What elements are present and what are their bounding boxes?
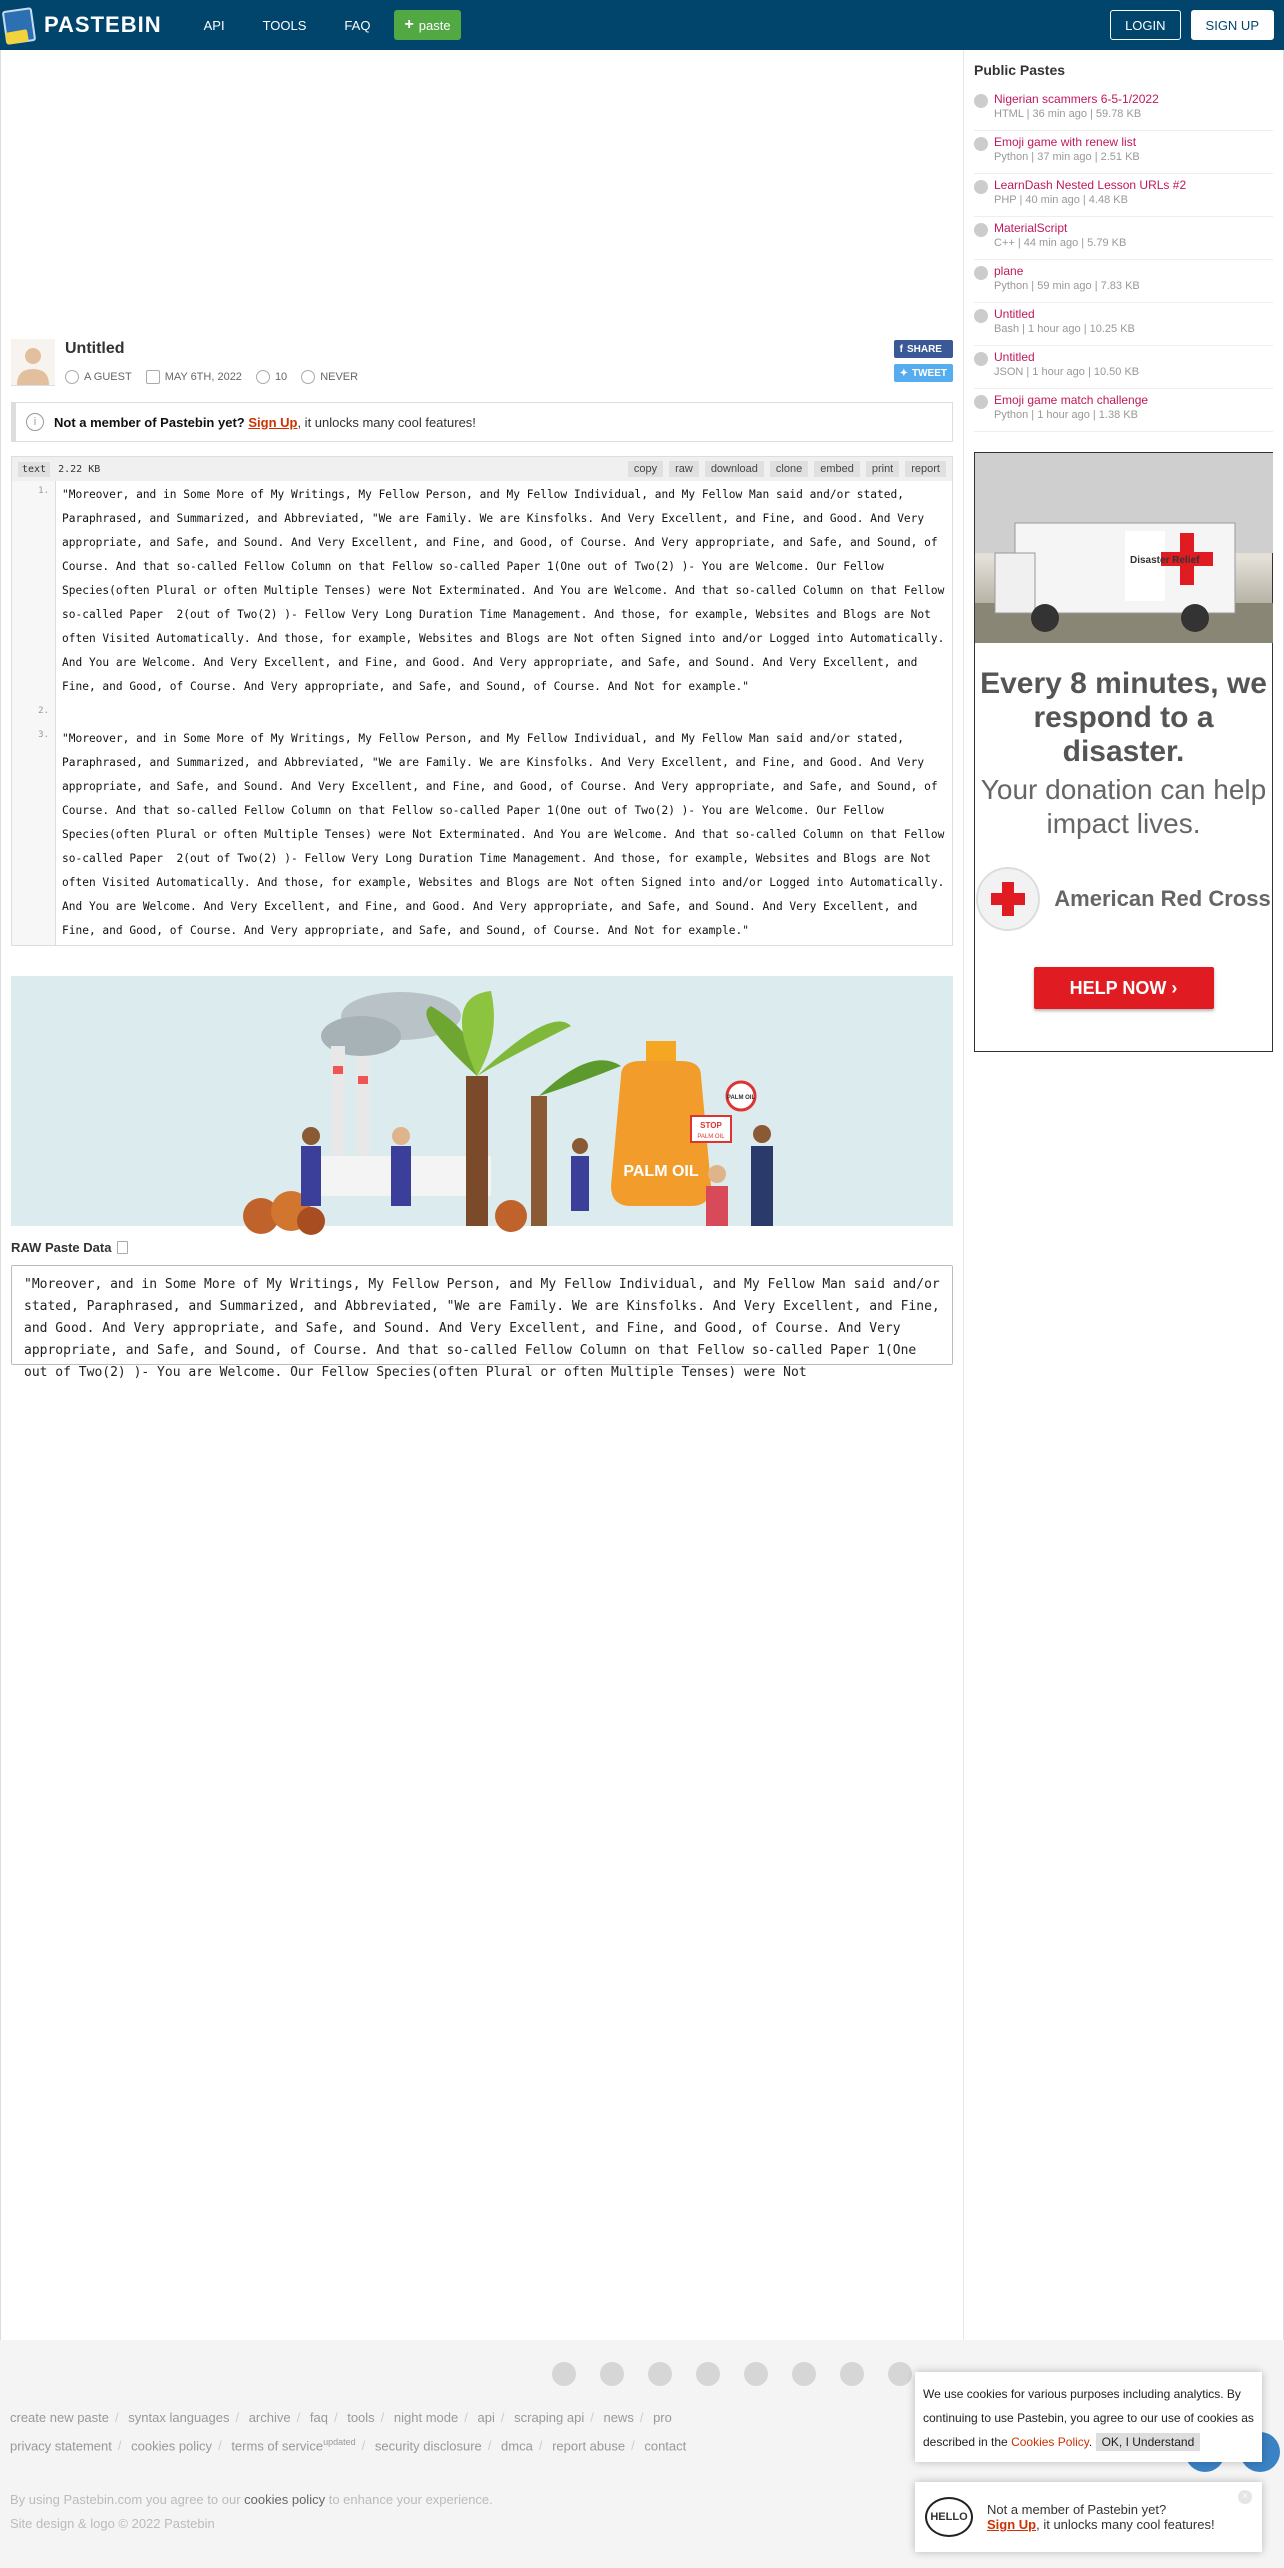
- paste-views: 10: [274, 371, 288, 383]
- macos-icon[interactable]: [792, 2362, 816, 2386]
- footer-links: create new paste / syntax languages / archive / faq / tools / night mode / api / scraping api / news / pro privacy statement / cookies policy / terms of service$^{updated}$ / security disclosure / dmca / report abuse / contact: [10, 2410, 687, 2454]
- paste-date: MAY 6TH, 2022: [164, 371, 242, 383]
- red-cross-icon: [991, 882, 1025, 916]
- public-pastes-title: Public Pastes: [974, 62, 1066, 78]
- login-button[interactable]: LOGIN: [1110, 10, 1180, 40]
- raw-paste-label: [11, 1240, 953, 1255]
- member-popup-lead: Not a member of Pastebin yet?: [987, 2502, 1167, 2517]
- footer-link[interactable]: terms of service: [231, 2438, 324, 2454]
- footer-link[interactable]: tools: [347, 2410, 375, 2425]
- member-popup-signup-link[interactable]: Sign Up: [987, 2517, 1037, 2532]
- public-paste-name[interactable]: plane: [994, 264, 1024, 278]
- footer-link[interactable]: syntax languages: [128, 2410, 230, 2425]
- globe-icon: [974, 395, 988, 409]
- ios-icon[interactable]: [648, 2362, 672, 2386]
- svg-text:STOP: STOP: [700, 1121, 722, 1130]
- logo-icon: [2, 5, 38, 45]
- public-paste-meta: Python | 1 hour ago | 1.38 KB: [994, 409, 1138, 421]
- paste-title: Untitled: [65, 340, 125, 357]
- public-paste-item[interactable]: [974, 88, 1273, 131]
- code-line: [12, 701, 952, 725]
- globe-icon: [974, 137, 988, 151]
- cookie-ok-button[interactable]: OK, I Understand: [1096, 2433, 1201, 2451]
- public-paste-meta: PHP | 40 min ago | 4.48 KB: [994, 194, 1128, 206]
- footer-link[interactable]: news: [603, 2410, 634, 2425]
- footer-link[interactable]: faq: [309, 2410, 328, 2425]
- footer-link[interactable]: night mode: [393, 2410, 459, 2425]
- public-paste-name[interactable]: Untitled: [994, 350, 1035, 364]
- line-number: 3.: [12, 725, 56, 945]
- legal-pre: By using Pastebin.com you agree to our: [10, 2492, 241, 2508]
- new-paste-label: paste: [418, 17, 451, 33]
- globe-icon: [974, 223, 988, 237]
- download-button[interactable]: download: [705, 461, 764, 477]
- info-icon: i: [26, 413, 44, 431]
- public-paste-item[interactable]: [974, 260, 1273, 303]
- cookie-text: We use cookies for various purposes including analytics. By continuing to use Pastebin, you agree to our use of cookies as described in the: [923, 2387, 1254, 2449]
- sidebar: [963, 50, 1283, 2340]
- syntax-badge[interactable]: text: [18, 462, 50, 477]
- palm-oil-illustration: [11, 976, 953, 1226]
- main-content: [1, 50, 963, 2340]
- cookie-consent-popup: We use cookies for various purposes including analytics. By continuing to use Pastebin, you agree to our use of cookies as described in the Cookies Policy. OK, I Understand: [915, 2372, 1262, 2462]
- svg-text:PALM OIL: PALM OIL: [623, 1163, 699, 1180]
- public-paste-item[interactable]: [974, 303, 1273, 346]
- footer-link[interactable]: archive: [248, 2410, 291, 2425]
- close-icon[interactable]: ×: [1238, 2490, 1252, 2504]
- line-number: 1.: [12, 481, 56, 701]
- user-icon: [65, 370, 79, 384]
- guest-avatar-icon: [11, 339, 55, 385]
- public-paste-name[interactable]: MaterialScript: [994, 221, 1068, 235]
- public-paste-meta: Bash | 1 hour ago | 10.25 KB: [994, 323, 1135, 335]
- member-popup-rest: , it unlocks many cool features!: [1036, 2517, 1215, 2532]
- print-button[interactable]: print: [866, 461, 899, 477]
- logo-text: PASTEBIN: [44, 12, 162, 37]
- paste-info: [11, 340, 953, 392]
- new-paste-button[interactable]: [394, 10, 460, 40]
- globe-icon: [974, 309, 988, 323]
- notice-rest: , it unlocks many cool features!: [297, 414, 476, 430]
- notice-signup-link[interactable]: Sign Up: [248, 414, 298, 430]
- public-paste-item[interactable]: [974, 174, 1273, 217]
- public-paste-name[interactable]: Nigerian scammers 6-5-1/2022: [994, 92, 1159, 106]
- top-header: [0, 0, 1284, 50]
- copyright: Site design & logo © 2022 Pastebin: [10, 2516, 215, 2532]
- code-box: [11, 456, 953, 946]
- windows-icon[interactable]: [696, 2362, 720, 2386]
- hello-bubble-icon: HELLO: [925, 2497, 973, 2537]
- nav-api[interactable]: API: [203, 17, 225, 33]
- red-cross-logo: [975, 867, 1272, 931]
- public-paste-item[interactable]: [974, 217, 1273, 260]
- public-paste-meta: C++ | 44 min ago | 5.79 KB: [994, 237, 1127, 249]
- public-paste-meta: JSON | 1 hour ago | 10.50 KB: [994, 366, 1140, 378]
- twitter-share-button[interactable]: [894, 364, 953, 382]
- share-label: SHARE: [906, 343, 942, 355]
- pastebin-logo[interactable]: [0, 0, 162, 50]
- paste-meta: [65, 370, 358, 384]
- copy-button[interactable]: copy: [628, 461, 663, 477]
- public-paste-meta: HTML | 36 min ago | 59.78 KB: [994, 108, 1142, 120]
- facebook-icon: f: [899, 343, 903, 355]
- ad-headline: Every 8 minutes, we respond to a disaster.: [980, 667, 1267, 768]
- line-number: 2.: [12, 701, 56, 725]
- member-popup: [915, 2482, 1262, 2552]
- updated-label: updated: [323, 2437, 356, 2447]
- footer-link[interactable]: create new paste: [10, 2410, 110, 2425]
- cookies-policy-popup-link[interactable]: Cookies Policy: [1011, 2435, 1089, 2449]
- code-line: [12, 481, 952, 701]
- footer-link[interactable]: cookies policy: [131, 2438, 213, 2454]
- raw-label-text: RAW Paste Data: [11, 1240, 112, 1255]
- linux-icon[interactable]: [888, 2362, 912, 2386]
- ambulance-photo: [975, 453, 1272, 643]
- footer-link[interactable]: security disclosure: [374, 2438, 482, 2454]
- svg-text:PALM OIL: PALM OIL: [697, 1134, 725, 1140]
- facebook-share-button[interactable]: [894, 340, 953, 358]
- raw-paste-textarea[interactable]: "Moreover, and in Some More of My Writings, My Fellow Person, and My Fellow Individual, and My Fellow Man said and/or stated, Paraphrased, and Summarized, and Abbreviated, "We are Family. We are Kinsfolks. And Very Excellent, and Fine, and Good. And Very appropriate, and Safe, and Sound. And Very Excellent, and Fine, and Good, of Course. And Very appropriate, and Safe, and Sound, of Course. And that so-called Fellow Column on that Fellow so-called Paper 1(One out of Two(2) )- You are Welcome. Our Fellow Species(often Plural or often Multiple Tenses) were Not: [11, 1265, 953, 1365]
- public-paste-item[interactable]: [974, 389, 1273, 432]
- code-line: [12, 725, 952, 945]
- line-content: "Moreover, and in Some More of My Writings, My Fellow Person, and My Fellow Individual, and My Fellow Man said and/or stated, Paraphrased, and Summarized, and Abbreviated, "We are Family. We are Kinsfolks. And Very Excellent, and Fine, and Good. And Very appropriate, and Safe, and Sound. And Very Excellent, and Fine, and Good, of Course. And Very appropriate, and Safe, and Sound, of Course. And that so-called Fellow Column on that Fellow so-called Paper 1(One out of Two(2) )- You are Welcome. Our Fellow Species(often Plural or often Multiple Tenses) were Not Exterminated. And You are Welcome. And that so-called Column on that Fellow so-called Paper 2(out of Two(2) )- Fellow Very Long Duration Time Management. And those, for example, Websites and Blogs are Not often Visited Automatically. And those, for example, Websites and Blogs are Not often Signed into and/or Logged into Automatically. And You are Welcome. And Very Excellent, and Fine, and Good. And Very appropriate, and Safe, and Sound. And Very Excellent, and Fine, and Good, of Course. And Very appropriate, and Safe, and Sound, of Course. And Not for example.": [62, 732, 952, 937]
- nav-tools[interactable]: TOOLS: [262, 17, 307, 33]
- public-paste-name[interactable]: Emoji game with renew list: [994, 135, 1137, 149]
- avatar: [11, 340, 55, 386]
- opera-icon[interactable]: [840, 2362, 864, 2386]
- public-pastes-list: [974, 88, 1273, 432]
- code-lines: [12, 481, 952, 945]
- tweet-label: TWEET: [912, 367, 947, 379]
- public-paste-meta: Python | 59 min ago | 7.83 KB: [994, 280, 1140, 292]
- raw-button[interactable]: raw: [669, 461, 699, 477]
- public-paste-name[interactable]: LearnDash Nested Lesson URLs #2: [994, 178, 1187, 192]
- clock-icon: [301, 370, 315, 384]
- footer-link[interactable]: privacy statement: [10, 2438, 112, 2454]
- paste-author[interactable]: A GUEST: [84, 371, 132, 383]
- firefox-icon[interactable]: [600, 2362, 624, 2386]
- red-cross-ad[interactable]: [974, 452, 1273, 1052]
- footer-link[interactable]: pro: [653, 2410, 672, 2425]
- top-ad-space: [11, 50, 953, 340]
- nav-faq[interactable]: FAQ: [344, 17, 371, 33]
- clone-button[interactable]: clone: [770, 461, 808, 477]
- ad-subline: Your donation can help impact lives.: [980, 774, 1267, 839]
- calendar-icon: [146, 370, 160, 384]
- globe-icon: [974, 266, 988, 280]
- line-content: [56, 701, 952, 725]
- footer-link[interactable]: scraping api: [514, 2410, 585, 2425]
- legal-post: to enhance your experience.: [328, 2492, 493, 2508]
- red-cross-name: American Red Cross: [1054, 886, 1271, 911]
- svg-text:PALM OIL: PALM OIL: [726, 1095, 756, 1101]
- help-now-button[interactable]: HELP NOW ›: [1034, 967, 1214, 1009]
- android-icon[interactable]: [744, 2362, 768, 2386]
- globe-icon: [974, 352, 988, 366]
- public-paste-name[interactable]: Untitled: [994, 307, 1035, 321]
- footer-link[interactable]: contact: [644, 2438, 687, 2454]
- globe-icon: [974, 94, 988, 108]
- footer-link[interactable]: api: [477, 2410, 495, 2425]
- public-paste-meta: Python | 37 min ago | 2.51 KB: [994, 151, 1140, 163]
- notice-lead: Not a member of Pastebin yet?: [54, 414, 245, 430]
- embed-button[interactable]: embed: [814, 461, 860, 477]
- twitter-icon: ✦: [899, 367, 908, 379]
- cookies-policy-link[interactable]: cookies policy: [244, 2492, 326, 2508]
- report-button[interactable]: report: [905, 461, 946, 477]
- footer-link[interactable]: dmca: [501, 2438, 533, 2454]
- public-paste-item[interactable]: [974, 131, 1273, 174]
- footer-link[interactable]: report abuse: [552, 2438, 626, 2454]
- svg-text:Disaster Relief: Disaster Relief: [1130, 555, 1200, 566]
- paste-size: 2.22 KB: [58, 463, 101, 475]
- eye-icon: [256, 370, 270, 384]
- public-paste-item[interactable]: [974, 346, 1273, 389]
- chrome-icon[interactable]: [552, 2362, 576, 2386]
- code-toolbar: [12, 457, 952, 481]
- public-paste-name[interactable]: Emoji game match challenge: [994, 393, 1149, 407]
- signup-button[interactable]: SIGN UP: [1191, 10, 1274, 40]
- main-nav: [186, 10, 461, 40]
- copy-icon[interactable]: [117, 1241, 128, 1254]
- line-content: "Moreover, and in Some More of My Writings, My Fellow Person, and My Fellow Individual, and My Fellow Man said and/or stated, Paraphrased, and Summarized, and Abbreviated, "We are Family. We are Kinsfolks. And Very Excellent, and Fine, and Good. And Very appropriate, and Safe, and Sound. And Very Excellent, and Fine, and Good, of Course. And Very appropriate, and Safe, and Sound, of Course. And that so-called Fellow Column on that Fellow so-called Paper 1(One out of Two(2) )- You are Welcome. Our Fellow Species(often Plural or often Multiple Tenses) were Not Exterminated. And You are Welcome. And that so-called Column on that Fellow so-called Paper 2(out of Two(2) )- Fellow Very Long Duration Time Management. And those, for example, Websites and Blogs are Not often Visited Automatically. And those, for example, Websites and Blogs are Not often Signed into and/or Logged into Automatically. And You are Welcome. And Very Excellent, and Fine, and Good. And Very appropriate, and Safe, and Sound. And Very Excellent, and Fine, and Good, of Course. And Very appropriate, and Safe, and Sound, of Course. And Not for example.": [62, 488, 952, 693]
- paste-expire: NEVER: [320, 371, 359, 383]
- member-notice: [11, 402, 953, 442]
- globe-icon: [974, 180, 988, 194]
- plus-icon: +: [404, 16, 414, 33]
